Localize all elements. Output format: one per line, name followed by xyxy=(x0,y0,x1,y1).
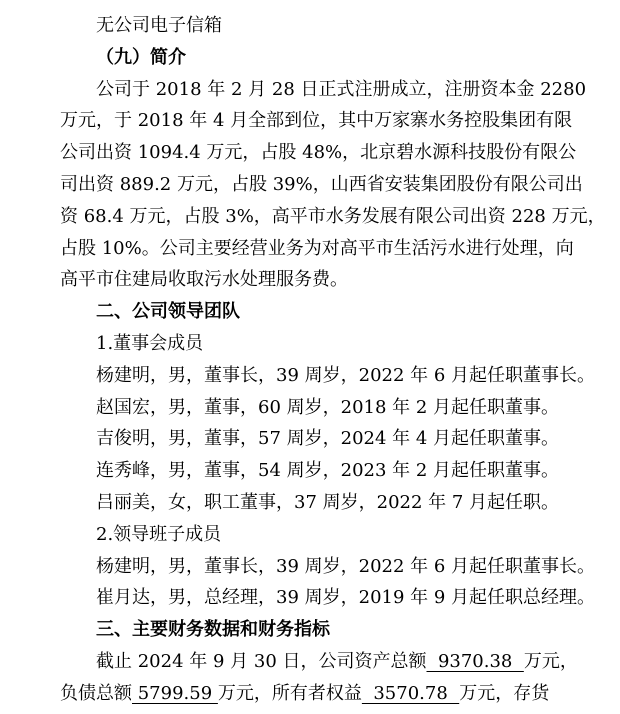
text-segment: 三、主要财务数据和财务指标 xyxy=(96,619,330,641)
board-member-lv-limei xyxy=(60,487,566,519)
text-segment: 万元， xyxy=(523,650,578,672)
underlined-value: 5799.59 xyxy=(132,682,218,704)
subheading-board-members xyxy=(60,328,566,360)
text-segment: 占股 10%。公司主要经营业务为对高平市生活污水进行处理，向 xyxy=(60,237,574,259)
text-segment: 万元，所有者权益 xyxy=(217,682,362,704)
text-segment: 公司出资 1094.4 万元，占股 48%，北京碧水源科技股份有限公 xyxy=(60,142,577,164)
para-intro-line-4 xyxy=(60,169,583,201)
para-intro-line-2 xyxy=(60,105,573,137)
text-segment: 吉俊明，男，董事，57 周岁，2024 年 4 月起任职董事。 xyxy=(96,428,560,450)
text-segment: 杨建明，男，董事长，39 周岁，2022 年 6 月起任职董事长。 xyxy=(96,555,596,577)
text-segment: 1.董事会成员 xyxy=(96,332,204,354)
line-no-email xyxy=(60,10,566,42)
text-segment: 无公司电子信箱 xyxy=(96,15,222,36)
text-segment: （九）简介 xyxy=(96,46,186,68)
leader-yang-jianming xyxy=(60,551,596,583)
underlined-value: 9370.38 xyxy=(426,650,524,672)
text-segment: 崔月达，男，总经理，39 周岁，2019 年 9 月起任职总经理。 xyxy=(96,587,596,609)
para-financial-line-2 xyxy=(60,678,566,710)
text-segment: 杨建明，男，董事长，39 周岁，2022 年 6 月起任职董事长。 xyxy=(96,364,596,386)
underlined-value: 3570.78 xyxy=(361,682,460,704)
text-segment: 连秀峰，男，董事，54 周岁，2023 年 2 月起任职董事。 xyxy=(96,460,560,482)
text-segment: 赵国宏，男，董事，60 周岁，2018 年 2 月起任职董事。 xyxy=(96,396,560,418)
para-intro-line-5 xyxy=(60,201,606,233)
board-member-yang-jianming xyxy=(60,360,596,392)
text-segment: 吕丽美，女，职工董事，37 周岁，2022 年 7 月起任职。 xyxy=(96,491,560,513)
para-intro-line-1 xyxy=(60,74,587,106)
para-intro-line-6 xyxy=(60,233,574,265)
board-member-lian-xiufeng xyxy=(60,455,566,487)
text-segment: 截止 2024 年 9 月 30 日，公司资产总额 xyxy=(96,650,427,672)
text-segment: 司出资 889.2 万元，占股 39%，山西省安装集团股份有限公司出 xyxy=(60,173,583,195)
text-segment: 万元，于 2018 年 4 月全部到位，其中万家寨水务控股集团有限 xyxy=(60,110,573,132)
para-intro-line-3 xyxy=(60,137,577,169)
heading-section-2-leadership xyxy=(60,296,566,328)
para-intro-line-7 xyxy=(60,264,566,296)
leader-cui-yueda xyxy=(60,582,596,614)
text-segment: 二、公司领导团队 xyxy=(96,301,240,323)
heading-section-9-intro xyxy=(60,42,566,74)
text-segment: 万元，存货 xyxy=(459,682,550,704)
board-member-ji-junming xyxy=(60,423,566,455)
document-content xyxy=(60,10,606,710)
text-segment: 资 68.4 万元，占股 3%，高平市水务发展有限公司出资 228 万元， xyxy=(60,205,606,227)
text-segment: 负债总额 xyxy=(60,682,132,704)
text-segment: 高平市住建局收取污水处理服务费。 xyxy=(60,269,348,291)
subheading-leadership-team xyxy=(60,519,566,551)
board-member-zhao-guohong xyxy=(60,392,566,424)
text-segment: 2.领导班子成员 xyxy=(96,523,222,545)
para-financial-line-1 xyxy=(60,646,578,678)
text-segment: 公司于 2018 年 2 月 28 日正式注册成立，注册资本金 2280 xyxy=(96,78,587,100)
heading-section-3-financial xyxy=(60,614,566,646)
